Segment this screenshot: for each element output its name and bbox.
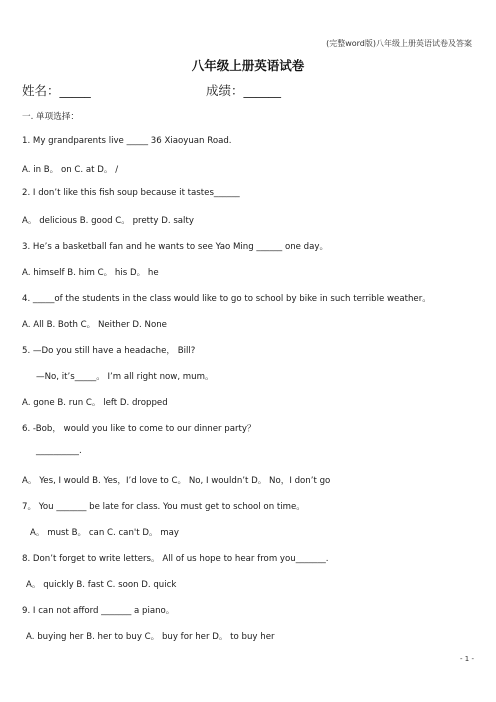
- question-7: 7。 You _______ be late for class. You must get to school on time。: [22, 502, 305, 512]
- page-number: - 1 -: [460, 655, 474, 663]
- options-9: A. buying her B. her to buy C。 buy for her D。 to buy her: [26, 632, 275, 642]
- question-8: 8. Don’t forget to write letters。 All of us hope to hear from you_______.: [22, 554, 329, 564]
- question-4: 4. _____of the students in the class would like to go to school by bike in such terrible weather。: [22, 294, 431, 304]
- options-4: A. All B. Both C。 Neither D. None: [22, 320, 167, 330]
- question-3: 3. He’s a basketball fan and he wants to see Yao Ming ______ one day。: [22, 242, 329, 252]
- options-3: A. himself B. him C。 his D。 he: [22, 268, 159, 278]
- options-2: A。 delicious B. good C。 pretty D. salty: [22, 216, 194, 226]
- question-6-blank: __________.: [36, 446, 82, 456]
- question-1: 1. My grandparents live _____ 36 Xiaoyuan Road.: [22, 136, 232, 146]
- options-6: A。 Yes, I would B. Yes，I’d love to C。 No, I wouldn’t D。 No，I don’t go: [22, 476, 331, 486]
- question-9: 9. I can not afford _______ a piano。: [22, 606, 175, 616]
- question-5-reply: —No, it’s_____。 I’m all right now, mum。: [36, 372, 214, 382]
- exam-title: 八年级上册英语试卷: [191, 58, 305, 73]
- question-5: 5. —Do you still have a headache， Bill?: [22, 346, 196, 356]
- options-5: A. gone B. run C。 left D. dropped: [22, 398, 168, 408]
- score-field: 成绩：______: [206, 83, 282, 98]
- options-1: A. in B。 on C. at D。 /: [22, 165, 119, 175]
- document-header: (完整word版)八年级上册英语试卷及答案: [326, 39, 472, 48]
- options-8: A。 quickly B. fast C. soon D. quick: [26, 580, 177, 590]
- section-heading: 一. 单项选择：: [22, 112, 80, 122]
- name-field: 姓名：_____: [22, 83, 91, 98]
- question-2: 2. I don’t like this fish soup because it tastes______: [22, 188, 240, 198]
- options-7: A。 must B。 can C. can't D。 may: [30, 528, 180, 538]
- question-6: 6. -Bob， would you like to come to our dinner party？: [22, 424, 256, 434]
